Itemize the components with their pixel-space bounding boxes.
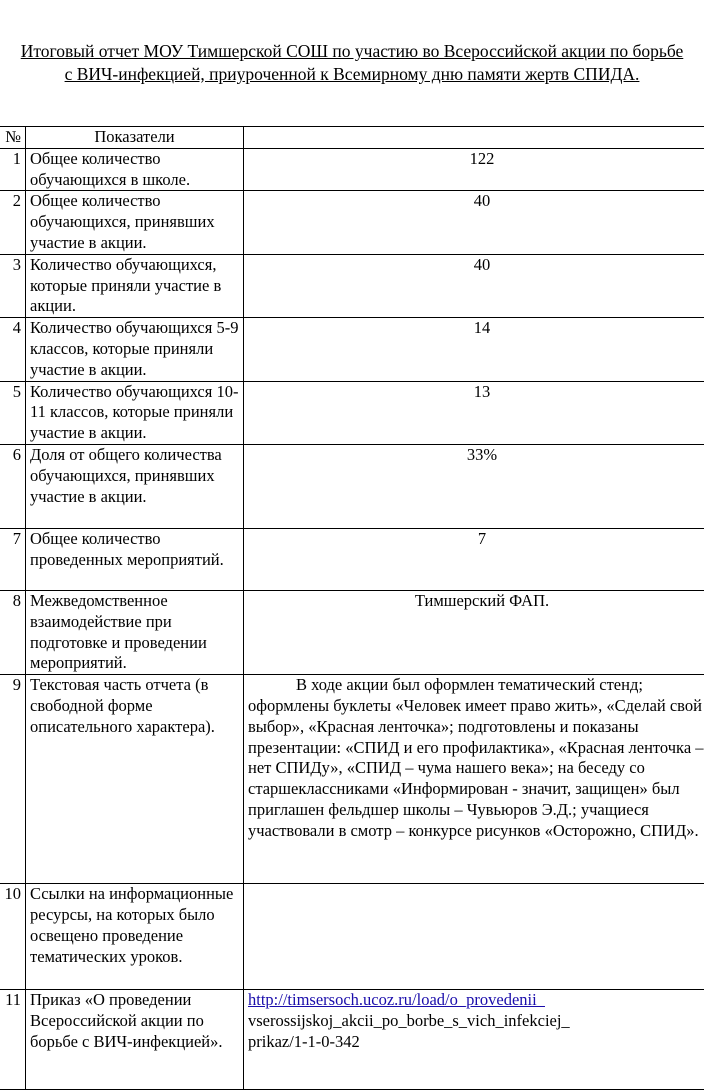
- table-row: [0, 528, 704, 590]
- row-indicator: Общее количество обучающихся, принявших участие в акции.: [26, 191, 244, 254]
- row-number: 9: [0, 675, 26, 884]
- table-row: [0, 254, 704, 317]
- row-number: 7: [0, 528, 26, 590]
- table-row: [0, 318, 704, 381]
- row-number: 2: [0, 191, 26, 254]
- row-number: 10: [0, 884, 26, 990]
- table-row: [0, 444, 704, 528]
- row-value: 33%: [244, 444, 704, 528]
- row-indicator: Количество обучающихся, которые приняли участие в акции.: [26, 254, 244, 317]
- row-value: 13: [244, 381, 704, 444]
- row-indicator: Доля от общего количества обучающихся, принявших участие в акции.: [26, 444, 244, 528]
- report-table: [0, 126, 704, 1090]
- table-row: [0, 675, 704, 884]
- report-text: В ходе акции был оформлен тематический стенд; оформлены буклеты «Человек имеет право жить», «Сделай свой выбор», «Красная ленточка»; подготовлены и показаны презентации: «СПИД и его профилактика», «Красная ленточка – нет СПИДу», «СПИД – чума нашего века»; на беседу со старшеклассниками «Информирован - значит, защищен» был приглашен фельдшер школы – Чувьюров Э.Д.; учащиеся участвовали в смотр – конкурсе рисунков «Осторожно, СПИД».: [248, 675, 704, 840]
- report-title-line-2-text: с ВИЧ-инфекцией, приуроченной к Всемирному дню памяти жертв СПИДА: [65, 64, 635, 84]
- row-value: 14: [244, 318, 704, 381]
- row-indicator: Ссылки на информационные ресурсы, на которых было освещено проведение тематических уроков.: [26, 884, 244, 990]
- row-value-text: [244, 675, 704, 884]
- table-header-row: [0, 127, 704, 149]
- row-indicator: Приказ «О проведении Всероссийской акции по борьбе с ВИЧ-инфекцией».: [26, 990, 244, 1090]
- order-link-rest-2: prikaz/1-1-0-342: [248, 1032, 360, 1051]
- header-indicators: Показатели: [26, 127, 244, 149]
- row-number: 4: [0, 318, 26, 381]
- header-value: [244, 127, 704, 149]
- row-indicator: Текстовая часть отчета (в свободной форме описательного характера).: [26, 675, 244, 884]
- row-indicator: Количество обучающихся 5-9 классов, которые приняли участие в акции.: [26, 318, 244, 381]
- row-number: 5: [0, 381, 26, 444]
- row-value: 40: [244, 191, 704, 254]
- table-row: [0, 990, 704, 1090]
- row-number: 11: [0, 990, 26, 1090]
- row-indicator: Количество обучающихся 10-11 классов, которые приняли участие в акции.: [26, 381, 244, 444]
- row-value-link-cell: [244, 990, 704, 1090]
- report-title-line-1: Итоговый отчет МОУ Тимшерской СОШ по участию во Всероссийской акции по борьбе: [0, 40, 704, 63]
- row-value: Тимшерский ФАП.: [244, 590, 704, 674]
- row-value: 40: [244, 254, 704, 317]
- row-indicator: Межведомственное взаимодействие при подготовке и проведении мероприятий.: [26, 590, 244, 674]
- row-value: 122: [244, 148, 704, 191]
- report-title-line-2: [0, 63, 704, 86]
- row-number: 6: [0, 444, 26, 528]
- order-link-rest-1: vserossijskoj_akcii_po_borbe_s_vich_infekciej_: [248, 1011, 570, 1030]
- row-indicator: Общее количество обучающихся в школе.: [26, 148, 244, 191]
- row-number: 8: [0, 590, 26, 674]
- table-row: [0, 148, 704, 191]
- table-row: [0, 191, 704, 254]
- table-row: [0, 590, 704, 674]
- row-number: 1: [0, 148, 26, 191]
- row-value: [244, 884, 704, 990]
- header-number: №: [0, 127, 26, 149]
- report-title: [0, 40, 704, 86]
- table-row: [0, 884, 704, 990]
- table-row: [0, 381, 704, 444]
- row-value: 7: [244, 528, 704, 590]
- report-title-period: .: [635, 64, 639, 84]
- row-indicator: Общее количество проведенных мероприятий.: [26, 528, 244, 590]
- row-number: 3: [0, 254, 26, 317]
- order-link[interactable]: http://timsersoch.ucoz.ru/load/o_provedenii_: [248, 990, 545, 1009]
